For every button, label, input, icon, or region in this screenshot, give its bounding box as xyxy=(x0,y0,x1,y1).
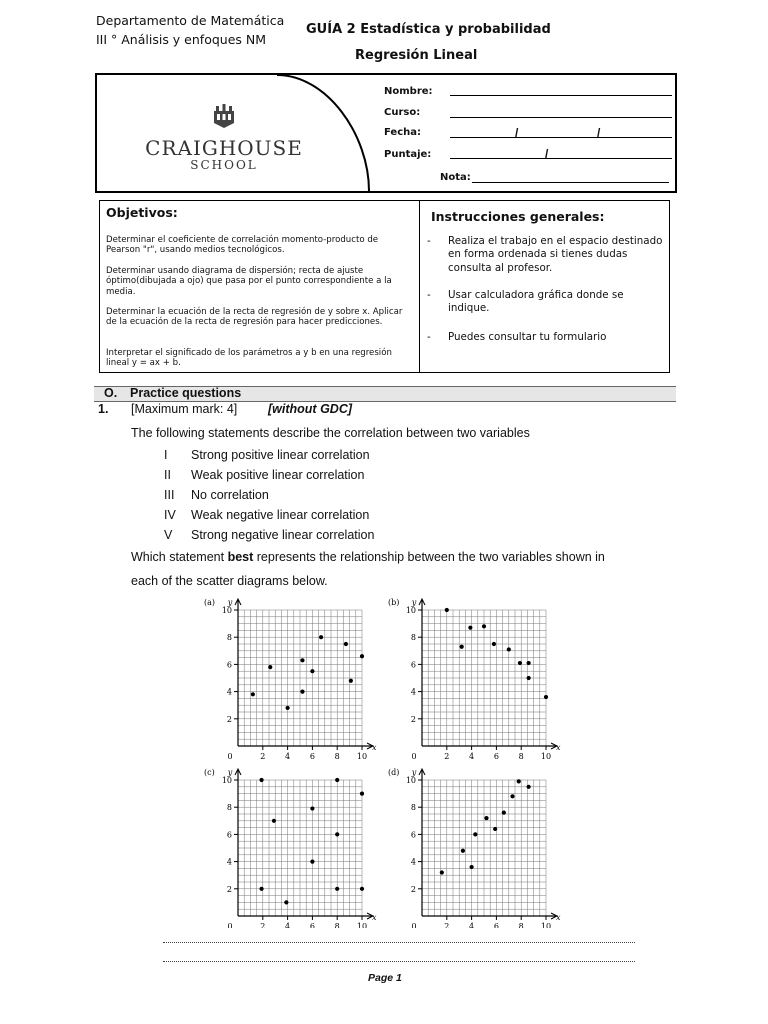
school-name: CRAIGHOUSE xyxy=(145,136,303,160)
data-point xyxy=(300,690,304,694)
y-tick-label: 8 xyxy=(226,633,232,643)
which-bold: best xyxy=(227,550,254,564)
question-number: 1. xyxy=(98,402,109,416)
nota-label: Nota: xyxy=(440,172,471,183)
question-mark: [Maximum mark: 4] xyxy=(131,402,238,416)
which-pre: Which statement xyxy=(131,550,228,564)
fecha-label: Fecha: xyxy=(384,127,422,138)
origin-label: 0 xyxy=(227,922,233,928)
y-tick-label: 8 xyxy=(226,803,232,813)
data-point xyxy=(300,658,304,662)
x-tick-label: 10 xyxy=(356,752,368,761)
data-point xyxy=(510,794,514,798)
guide-subtitle: Regresión Lineal xyxy=(355,48,478,63)
x-tick-label: 4 xyxy=(469,922,475,928)
statement-roman: III xyxy=(164,488,175,502)
x-tick-label: 6 xyxy=(493,752,499,761)
statement-text: Weak positive linear correlation xyxy=(191,468,365,482)
y-tick-label: 4 xyxy=(410,687,416,697)
x-tick-label: 8 xyxy=(334,752,340,761)
data-point xyxy=(544,695,548,699)
diagram-label: (a) xyxy=(204,598,216,607)
course-line: III ° Análisis y enfoques NM xyxy=(96,32,267,47)
date-slash: / xyxy=(597,126,601,140)
guide-title: GUÍA 2 Estadística y probabilidad xyxy=(306,22,551,37)
section-number: O. xyxy=(104,386,118,400)
data-point xyxy=(468,626,472,630)
nombre-label: Nombre: xyxy=(384,86,433,97)
y-tick-label: 2 xyxy=(226,884,232,894)
y-tick-label: 10 xyxy=(221,776,232,785)
objective-item: Determinar el coeficiente de correlación momento-producto de Pearson "r", usando medios tecnológicos. xyxy=(106,235,379,256)
data-point xyxy=(360,887,364,891)
statement-text: No correlation xyxy=(191,488,269,502)
data-point xyxy=(286,706,290,710)
data-point xyxy=(518,661,522,665)
data-point xyxy=(310,860,314,864)
x-tick-label: 10 xyxy=(540,922,552,928)
x-tick-label: 2 xyxy=(260,922,266,928)
data-point xyxy=(527,676,531,680)
y-axis-label: y xyxy=(227,598,233,607)
x-tick-label: 2 xyxy=(260,752,266,761)
instruction-text: Usar calculadora gráfica donde se indique. xyxy=(448,289,624,315)
data-point xyxy=(527,661,531,665)
data-point xyxy=(445,608,449,612)
y-tick-label: 4 xyxy=(226,687,232,697)
data-point xyxy=(344,642,348,646)
y-axis-label: y xyxy=(411,598,417,607)
data-point xyxy=(492,642,496,646)
instruction-text: Puedes consultar tu formulario xyxy=(448,331,607,343)
y-tick-label: 6 xyxy=(226,830,232,840)
y-tick-label: 6 xyxy=(410,830,416,840)
y-tick-label: 10 xyxy=(405,606,416,615)
data-point xyxy=(360,792,364,796)
nombre-field[interactable] xyxy=(450,95,672,96)
x-axis-label: x xyxy=(372,913,377,922)
data-point xyxy=(349,679,353,683)
statement-roman: II xyxy=(164,468,171,482)
department-line: Departamento de Matemática xyxy=(96,13,285,28)
data-point xyxy=(470,865,474,869)
data-point xyxy=(460,645,464,649)
origin-label: 0 xyxy=(227,752,233,761)
diagram-label: (b) xyxy=(388,598,400,607)
y-axis-label: y xyxy=(227,768,233,777)
data-point xyxy=(335,832,339,836)
origin-label: 0 xyxy=(411,922,417,928)
objectives-box xyxy=(99,200,670,373)
x-tick-label: 2 xyxy=(444,752,450,761)
y-tick-label: 2 xyxy=(410,884,416,894)
date-slash: / xyxy=(515,126,519,140)
statement-text: Strong negative linear correlation xyxy=(191,528,375,542)
curso-label: Curso: xyxy=(384,107,421,118)
x-tick-label: 6 xyxy=(493,922,499,928)
x-tick-label: 10 xyxy=(540,752,552,761)
x-tick-label: 2 xyxy=(444,922,450,928)
y-tick-label: 8 xyxy=(410,803,416,813)
question-intro: The following statements describe the correlation between two variables xyxy=(131,426,530,440)
x-tick-label: 4 xyxy=(469,752,475,761)
which-statement-line xyxy=(131,550,605,564)
nota-field[interactable] xyxy=(472,182,669,183)
school-logo xyxy=(139,103,309,172)
department-header xyxy=(96,11,284,49)
objective-item: Interpretar el significado de los parámetros a y b en una regresión lineal y = ax + b. xyxy=(106,348,392,369)
instructions-title: Instrucciones generales: xyxy=(431,209,605,224)
statement-text: Strong positive linear correlation xyxy=(191,448,370,462)
x-axis-label: x xyxy=(556,913,561,922)
x-tick-label: 6 xyxy=(309,922,315,928)
crest-icon xyxy=(211,103,237,129)
statement-text: Weak negative linear correlation xyxy=(191,508,370,522)
data-point xyxy=(310,669,314,673)
x-tick-label: 6 xyxy=(309,752,315,761)
data-point xyxy=(335,778,339,782)
y-tick-label: 10 xyxy=(221,606,232,615)
statement-roman: IV xyxy=(164,508,176,522)
data-point xyxy=(319,635,323,639)
objectives-title: Objetivos: xyxy=(106,205,178,220)
answer-line[interactable] xyxy=(163,942,635,943)
data-point xyxy=(360,654,364,658)
data-point xyxy=(482,624,486,628)
y-tick-label: 8 xyxy=(410,633,416,643)
y-tick-label: 4 xyxy=(410,857,416,867)
statement-roman: I xyxy=(164,448,168,462)
objective-item: Determinar usando diagrama de dispersión; recta de ajuste óptimo(dibujada a ojo) que pasa por el punto correspondiente a la media. xyxy=(106,266,392,297)
data-point xyxy=(259,778,263,782)
x-tick-label: 8 xyxy=(518,922,524,928)
scatter-diagrams xyxy=(196,588,576,928)
data-point xyxy=(440,870,444,874)
data-point xyxy=(335,887,339,891)
x-tick-label: 4 xyxy=(285,752,291,761)
x-tick-label: 10 xyxy=(356,922,368,928)
question-gdc-note: [without GDC] xyxy=(268,402,353,416)
student-info-box xyxy=(95,73,677,193)
x-tick-label: 8 xyxy=(334,922,340,928)
fecha-field[interactable] xyxy=(450,137,672,138)
answer-line[interactable] xyxy=(163,961,635,962)
which-post: represents the relationship between the two variables shown in xyxy=(253,550,605,564)
y-tick-label: 10 xyxy=(405,776,416,785)
instruction-dash: - xyxy=(427,289,431,301)
instruction-dash: - xyxy=(427,235,431,247)
score-slash: / xyxy=(545,147,549,161)
puntaje-field[interactable] xyxy=(450,158,672,159)
y-tick-label: 4 xyxy=(226,857,232,867)
data-point xyxy=(502,811,506,815)
data-point xyxy=(527,785,531,789)
instruction-dash: - xyxy=(427,331,431,343)
data-point xyxy=(461,849,465,853)
diagram-label: (c) xyxy=(204,768,215,777)
statement-roman: V xyxy=(164,528,173,542)
y-tick-label: 2 xyxy=(226,714,232,724)
origin-label: 0 xyxy=(411,752,417,761)
curso-field[interactable] xyxy=(450,117,672,118)
y-tick-label: 2 xyxy=(410,714,416,724)
data-point xyxy=(251,692,255,696)
objective-item: Determinar la ecuación de la recta de regresión de y sobre x. Aplicar de la ecuación de la recta de regresión para hacer predicciones. xyxy=(106,307,403,328)
data-point xyxy=(268,665,272,669)
y-axis-label: y xyxy=(411,768,417,777)
diagram-label: (d) xyxy=(388,768,400,777)
instruction-text: Realiza el trabajo en el espacio destinado en forma ordenada si tienes dudas consulta al profesor. xyxy=(448,235,663,274)
data-point xyxy=(310,806,314,810)
data-point xyxy=(284,900,288,904)
data-point xyxy=(272,819,276,823)
data-point xyxy=(507,647,511,651)
puntaje-label: Puntaje: xyxy=(384,149,432,160)
y-tick-label: 6 xyxy=(410,660,416,670)
page-number: Page 1 xyxy=(368,972,402,984)
data-point xyxy=(493,827,497,831)
data-point xyxy=(259,887,263,891)
x-tick-label: 4 xyxy=(285,922,291,928)
x-axis-label: x xyxy=(372,743,377,752)
x-tick-label: 8 xyxy=(518,752,524,761)
which-statement-line2: each of the scatter diagrams below. xyxy=(131,574,328,588)
data-point xyxy=(517,779,521,783)
school-sub: SCHOOL xyxy=(190,158,258,172)
section-title: Practice questions xyxy=(130,386,242,400)
data-point xyxy=(484,816,488,820)
y-tick-label: 6 xyxy=(226,660,232,670)
data-point xyxy=(473,832,477,836)
x-axis-label: x xyxy=(556,743,561,752)
column-divider xyxy=(419,201,420,372)
